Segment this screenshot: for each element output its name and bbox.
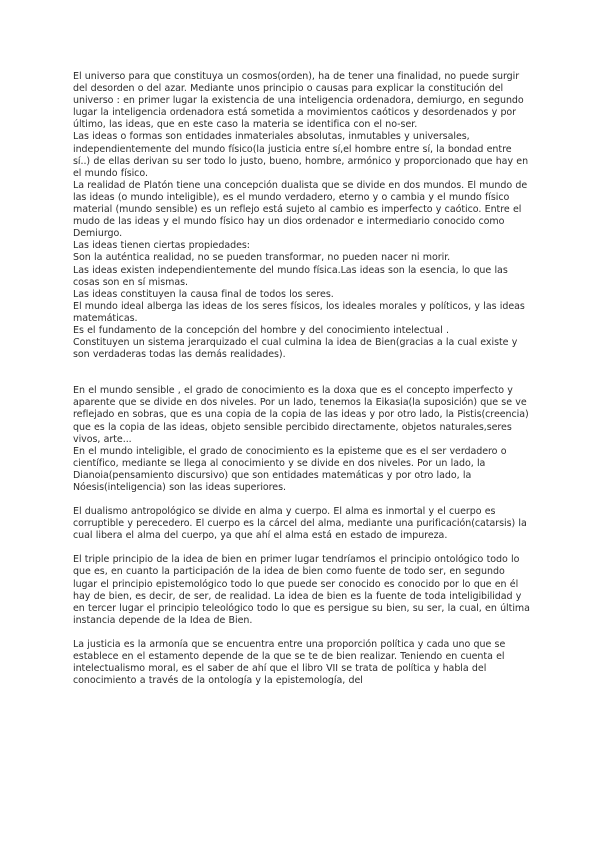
paragraph-cosmos: El universo para que constituya un cosmos(orden), ha de tener una finalidad, no puede surgir del desorden o del azar. Mediante unos principio o causas para explicar la constitución del universo : en primer lugar la existencia de una inteligencia ordenadora, demiurgo, en segundo lugar la inteligencia ordenadora está sometida a movimientos caóticos y desordenados y por último, las ideas, que en este caso la materia se identifica con el no-ser. bbox=[73, 71, 524, 131]
paragraph-property-reality: Son la auténtica realidad, no se pueden transformar, no pueden nacer ni morir. bbox=[73, 252, 451, 264]
paragraph-property-hierarchy: Constituyen un sistema jerarquizado el cual culmina la idea de Bien(gracias a la cual existe y son verdaderas todas las demás realidades). bbox=[73, 337, 518, 361]
paragraph-property-independence: Las ideas existen independientemente del mundo física.Las ideas son la esencia, lo que las cosas son en sí mismas. bbox=[73, 264, 508, 288]
paragraph-triple-principle: El triple principio de la idea de bien en primer lugar tendríamos el principio ontológico todo lo que es, en cuanto la participación de la idea de bien como fuente de todo ser, en segundo lugar el principio epistemológico todo lo que puede ser conocido es conocido por lo que en él hay de bien, es decir, de ser, de realidad. La idea de bien es la fuente de toda inteligibilidad y en tercer lugar el principio teleológico todo lo que es persigue su bien, su ser, la cual, en última instancia depende de la Idea de Bien. bbox=[73, 554, 530, 626]
paragraph-ideas-forms: Las ideas o formas son entidades inmateriales absolutas, inmutables y universales, independientemente del mundo físico(la justicia entre sí,el hombre entre sí, la bondad entre sí..) de ellas derivan su ser todo lo justo, bueno, hombre, armónico y proporcionado que hay en el mundo físico. bbox=[73, 131, 529, 179]
paragraph-plato-dualism: La realidad de Platón tiene una concepción dualista que se divide en dos mundos. El mundo de las ideas (o mundo inteligible), es el mundo verdadero, eterno y o cambia y el mundo físico material (mundo sensible) es un reflejo está sujeto al cambio es imperfecto y caótico. Entre el mudo de las ideas y el mundo físico hay un dios ordenador e intermediario conocido como Demiurgo. bbox=[73, 179, 528, 240]
paragraph-intelligible-world: En el mundo inteligible, el grado de conocimiento es la episteme que es el ser verdadero o científico, mediante se llega al conocimiento y se divide en dos niveles. Por un lado, la Dianoia(pensamiento discursivo) que son entidades matemáticas y por otro lado, la Nóesis(inteligencia) son las ideas superiores. bbox=[73, 445, 507, 493]
paragraph-property-foundation: Es el fundamento de la concepción del hombre y del conocimiento intelectual . bbox=[73, 324, 450, 336]
paragraph-property-final-cause: Las ideas constituyen la causa final de todos los seres. bbox=[73, 288, 334, 300]
paragraph-property-ideal-world: El mundo ideal alberga las ideas de los seres físicos, los ideales morales y políticos, y las ideas matemáticas. bbox=[73, 300, 525, 324]
paragraph-ideas-properties-heading: Las ideas tienen ciertas propiedades: bbox=[73, 240, 250, 252]
paragraph-justice: La justicia es la armonía que se encuentra entre una proporción política y cada uno que se establece en el estamento depende de la que se te de bien realizar. Teniendo en cuenta el intelectualismo moral, es el saber de ahí que el libro VII se trata de política y habla del conocimiento a través de la ontología y la epistemología, del bbox=[73, 638, 506, 687]
paragraph-sensible-world: En el mundo sensible , el grado de conocimiento es la doxa que es el concepto imperfecto y aparente que se divide en dos niveles. Por un lado, tenemos la Eikasia(la suposición) que se ve reflejado en sobras, que es una copia de la copia de las ideas y por otro lado, la Pistis(creencia) que es la copia de las ideas, objeto sensible percibido directamente, objetos naturales,seres vivos, arte... bbox=[73, 385, 529, 445]
paragraph-anthropological-dualism: El dualismo antropológico se divide en alma y cuerpo. El alma es inmortal y el cuerpo es corruptible y perecedero. El cuerpo es la cárcel del alma, mediante una purificación(catarsis) la cual libera el alma del cuerpo, ya que ahí el alma está en estado de impureza. bbox=[73, 506, 527, 542]
document-body bbox=[73, 71, 531, 687]
